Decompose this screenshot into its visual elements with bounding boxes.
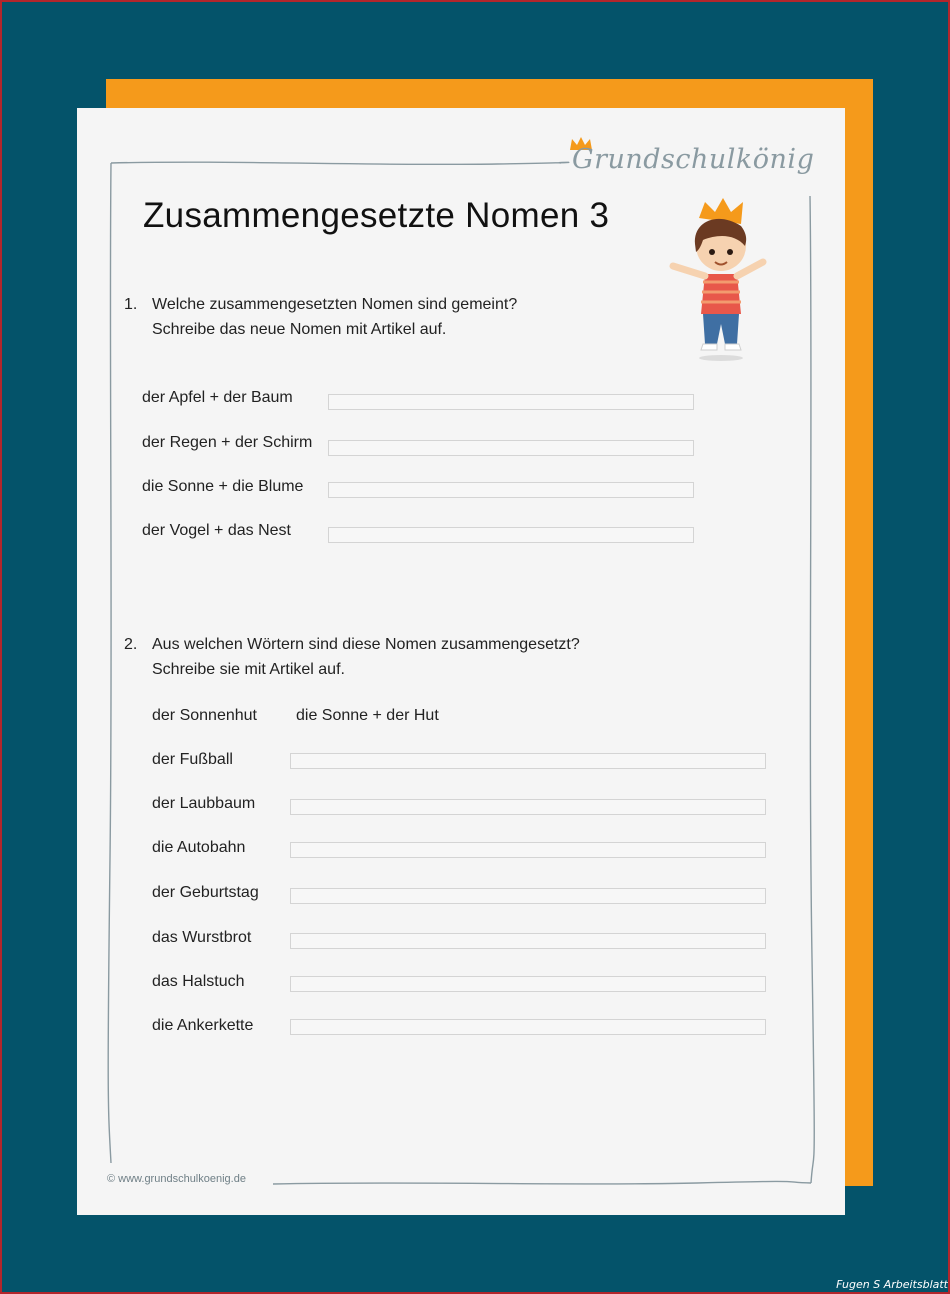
task-2-number: 2.: [124, 636, 138, 653]
answer-line[interactable]: [290, 933, 766, 949]
answer-line[interactable]: [290, 1019, 766, 1035]
worksheet-page: [77, 108, 845, 1215]
example-answer: die Sonne + der Hut: [296, 707, 439, 724]
task-1-item: die Sonne + die Blume: [142, 478, 304, 495]
task-2-item: das Halstuch: [152, 973, 245, 990]
task-1-number: 1.: [124, 296, 138, 313]
answer-line[interactable]: [290, 976, 766, 992]
task-1-item: der Apfel + der Baum: [142, 389, 293, 406]
answer-line[interactable]: [290, 842, 766, 858]
answer-line[interactable]: [290, 753, 766, 769]
answer-line[interactable]: [290, 799, 766, 815]
example-word: der Sonnenhut: [152, 707, 257, 724]
task-2-item: die Ankerkette: [152, 1017, 254, 1034]
answer-line[interactable]: [290, 888, 766, 904]
task-2-item: der Fußball: [152, 751, 233, 768]
answer-line[interactable]: [328, 440, 694, 456]
answer-line[interactable]: [328, 482, 694, 498]
image-caption: Fugen S Arbeitsblatt: [836, 1278, 948, 1291]
brand-logo: Grundschulkönig: [572, 144, 815, 175]
answer-line[interactable]: [328, 527, 694, 543]
task-2-item: der Geburtstag: [152, 884, 259, 901]
page-title: Zusammengesetzte Nomen 3: [143, 196, 610, 235]
task-1-item: der Regen + der Schirm: [142, 434, 313, 451]
footer-copyright: © www.grundschulkoenig.de: [107, 1173, 246, 1185]
task-1-instruction: Schreibe das neue Nomen mit Artikel auf.: [152, 321, 447, 338]
task-2-instruction: Schreibe sie mit Artikel auf.: [152, 661, 345, 678]
task-2-item: der Laubbaum: [152, 795, 256, 812]
task-2-question: Aus welchen Wörtern sind diese Nomen zusammengesetzt?: [152, 636, 580, 653]
task-1-question: Welche zusammengesetzten Nomen sind gemeint?: [152, 296, 518, 313]
answer-line[interactable]: [328, 394, 694, 410]
task-2-item: die Autobahn: [152, 839, 246, 856]
boy-with-crown-illustration: [663, 196, 773, 364]
task-2-item: das Wurstbrot: [152, 929, 252, 946]
task-1-item: der Vogel + das Nest: [142, 522, 291, 539]
